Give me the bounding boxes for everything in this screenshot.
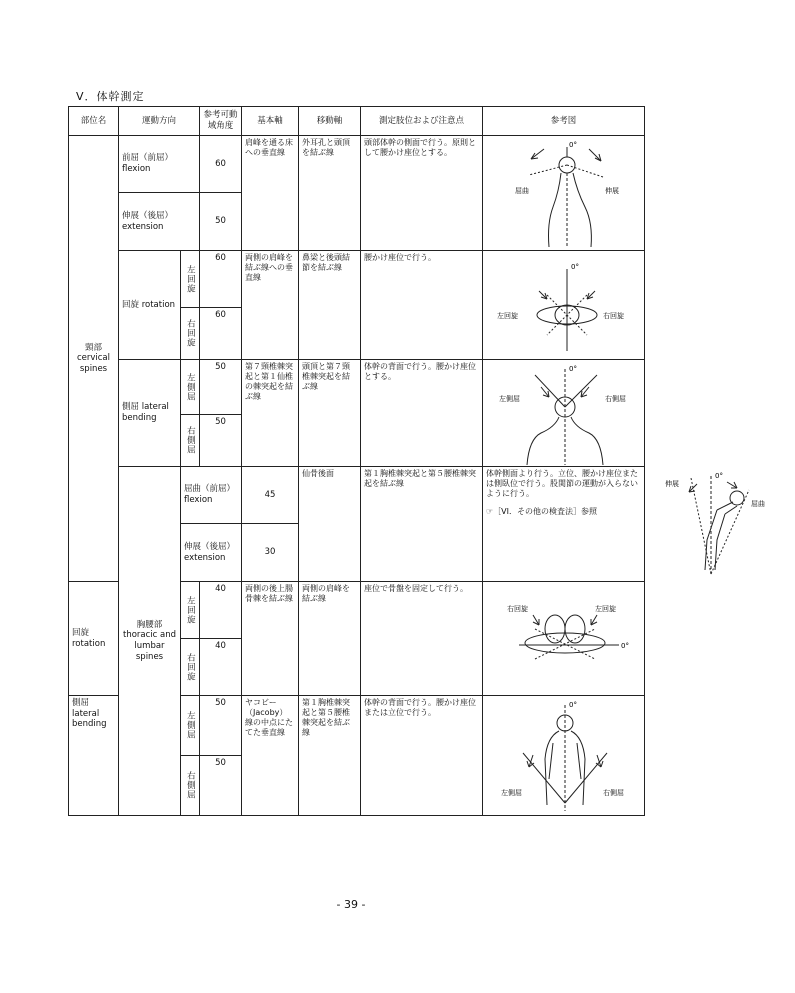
motion-label: 回旋 rotation bbox=[119, 251, 181, 360]
moving-axis: 頭頂と第７頸椎棘突起を結ぶ線 bbox=[299, 360, 361, 467]
range-value: 50 bbox=[200, 415, 242, 467]
fig-zero-label: 0° bbox=[715, 472, 723, 480]
header-method: 測定肢位および注意点 bbox=[361, 107, 483, 136]
fig-label-left-rotation: 左回旋 bbox=[496, 312, 518, 320]
section-title: V．体幹測定 bbox=[76, 90, 145, 103]
motion-label: 屈曲（前屈） flexion bbox=[181, 467, 242, 524]
figure-cell bbox=[483, 136, 645, 251]
base-axis: ヤコビー（Jacoby）線の中点にたてた垂直線 bbox=[242, 696, 299, 816]
fig-label-flexion: 屈曲 bbox=[514, 187, 529, 195]
motion-label: 伸展（後屈） extension bbox=[119, 193, 200, 251]
figure-cell bbox=[483, 582, 645, 696]
fig-label-right-rotation: 右回旋 bbox=[506, 604, 528, 613]
side-label-right: 右側屈 bbox=[181, 415, 200, 467]
fig-label-extension: 伸展 bbox=[665, 480, 680, 488]
fig-zero-label: 0° bbox=[568, 700, 577, 709]
base-axis: 両側の後上腸骨棘を結ぶ線 bbox=[242, 582, 299, 696]
trunk-rotation-figure bbox=[489, 585, 639, 693]
fig-label-left-bending: 左側屈 bbox=[498, 395, 520, 403]
range-value: 50 bbox=[200, 756, 242, 816]
page-number: - 39 - bbox=[336, 898, 366, 911]
fig-label-right-bending: 右側屈 bbox=[604, 395, 626, 403]
fig-label-right-bending: 右側屈 bbox=[602, 788, 624, 797]
fig-label-extension: 伸展 bbox=[604, 187, 619, 195]
base-axis: 第７頸椎棘突起と第１仙椎の棘突起を結ぶ線 bbox=[242, 360, 299, 467]
range-value: 40 bbox=[200, 582, 242, 639]
method-note: 体幹の背面で行う。腰かけ座位とする。 bbox=[361, 360, 483, 467]
method-note: 頭部体幹の側面で行う。原則として腰かけ座位とする。 bbox=[361, 136, 483, 251]
header-base-axis: 基本軸 bbox=[242, 107, 299, 136]
figure-cell bbox=[483, 696, 645, 816]
table-row bbox=[69, 136, 645, 193]
range-value: 60 bbox=[200, 308, 242, 360]
range-value: 60 bbox=[200, 251, 242, 308]
table-row bbox=[69, 360, 645, 415]
range-value: 50 bbox=[200, 360, 242, 415]
fig-zero-label: 0° bbox=[620, 641, 629, 650]
fig-label-left-bending: 左側屈 bbox=[500, 788, 522, 797]
neck-lateral-bending-figure bbox=[489, 361, 639, 465]
range-value: 50 bbox=[200, 193, 242, 251]
side-label-right: 右回旋 bbox=[181, 308, 200, 360]
side-label-left: 左回旋 bbox=[181, 251, 200, 308]
moving-axis: 鼻梁と後頭結節を結ぶ線 bbox=[299, 251, 361, 360]
method-note bbox=[483, 467, 645, 582]
fig-zero-label: 0° bbox=[570, 263, 579, 271]
moving-axis: 第１胸椎棘突起と第５腰椎棘突起を結ぶ線 bbox=[361, 467, 483, 582]
motion-label: 前屈（前屈） flexion bbox=[119, 136, 200, 193]
fig-label-flexion: 屈曲 bbox=[751, 500, 766, 508]
neck-rotation-figure bbox=[489, 251, 639, 359]
base-axis: 仙骨後面 bbox=[299, 467, 361, 582]
header-figure: 参考図 bbox=[483, 107, 645, 136]
motion-label: 側屈 lateral bending bbox=[69, 696, 119, 816]
range-value: 45 bbox=[242, 467, 299, 524]
method-note: 腰かけ座位で行う。 bbox=[361, 251, 483, 360]
table-row bbox=[69, 251, 645, 308]
side-label-left: 左回旋 bbox=[181, 582, 200, 639]
base-axis: 両側の肩峰を結ぶ線への垂直線 bbox=[242, 251, 299, 360]
header-moving-axis: 移動軸 bbox=[299, 107, 361, 136]
trunk-flexion-figure bbox=[645, 470, 795, 578]
method-note: 体幹の背面で行う。腰かけ座位または立位で行う。 bbox=[361, 696, 483, 816]
fig-zero-label: 0° bbox=[568, 141, 577, 149]
fig-zero-label: 0° bbox=[568, 365, 577, 373]
method-text: 体幹側面より行う。立位、腰かけ座位または側臥位で行う。股関節の運動が入らないように行う。 bbox=[486, 469, 639, 498]
header-range: 参考可動域角度 bbox=[200, 107, 242, 136]
part-cervical: 頸部 cervical spines bbox=[69, 136, 119, 582]
header-part: 部位名 bbox=[69, 107, 119, 136]
motion-label: 回旋 rotation bbox=[69, 582, 119, 696]
range-value: 40 bbox=[200, 639, 242, 696]
side-label-left: 左側屈 bbox=[181, 696, 200, 756]
reference-note: ☞［VI．その他の検査法］参照 bbox=[486, 507, 598, 516]
method-note: 座位で骨盤を固定して行う。 bbox=[361, 582, 483, 696]
moving-axis: 第１胸椎棘突起と第５腰椎棘突起を結ぶ線 bbox=[299, 696, 361, 816]
figure-cell bbox=[483, 251, 645, 360]
range-value: 50 bbox=[200, 696, 242, 756]
range-of-motion-table bbox=[68, 106, 766, 816]
range-value: 30 bbox=[242, 524, 299, 582]
range-value: 60 bbox=[200, 136, 242, 193]
table-row bbox=[69, 467, 645, 524]
fig-label-left-rotation: 左回旋 bbox=[594, 604, 616, 613]
side-label-right: 右回旋 bbox=[181, 639, 200, 696]
side-label-right: 右側屈 bbox=[181, 756, 200, 816]
moving-axis: 外耳孔と頭頂を結ぶ線 bbox=[299, 136, 361, 251]
motion-label: 側屈 lateral bending bbox=[119, 360, 181, 467]
moving-axis: 両側の肩峰を結ぶ線 bbox=[299, 582, 361, 696]
fig-label-right-rotation: 右回旋 bbox=[602, 312, 624, 320]
base-axis: 肩峰を通る床への垂直線 bbox=[242, 136, 299, 251]
neck-flexion-figure bbox=[489, 139, 639, 247]
header-motion: 運動方向 bbox=[119, 107, 200, 136]
part-thoracolumbar: 胸腰部 thoracic and lumbar spines bbox=[119, 467, 181, 816]
side-label-left: 左側屈 bbox=[181, 360, 200, 415]
motion-label: 伸展（後屈） extension bbox=[181, 524, 242, 582]
trunk-lateral-bending-figure bbox=[489, 699, 639, 813]
header-row bbox=[69, 107, 645, 136]
figure-cell bbox=[483, 360, 645, 467]
